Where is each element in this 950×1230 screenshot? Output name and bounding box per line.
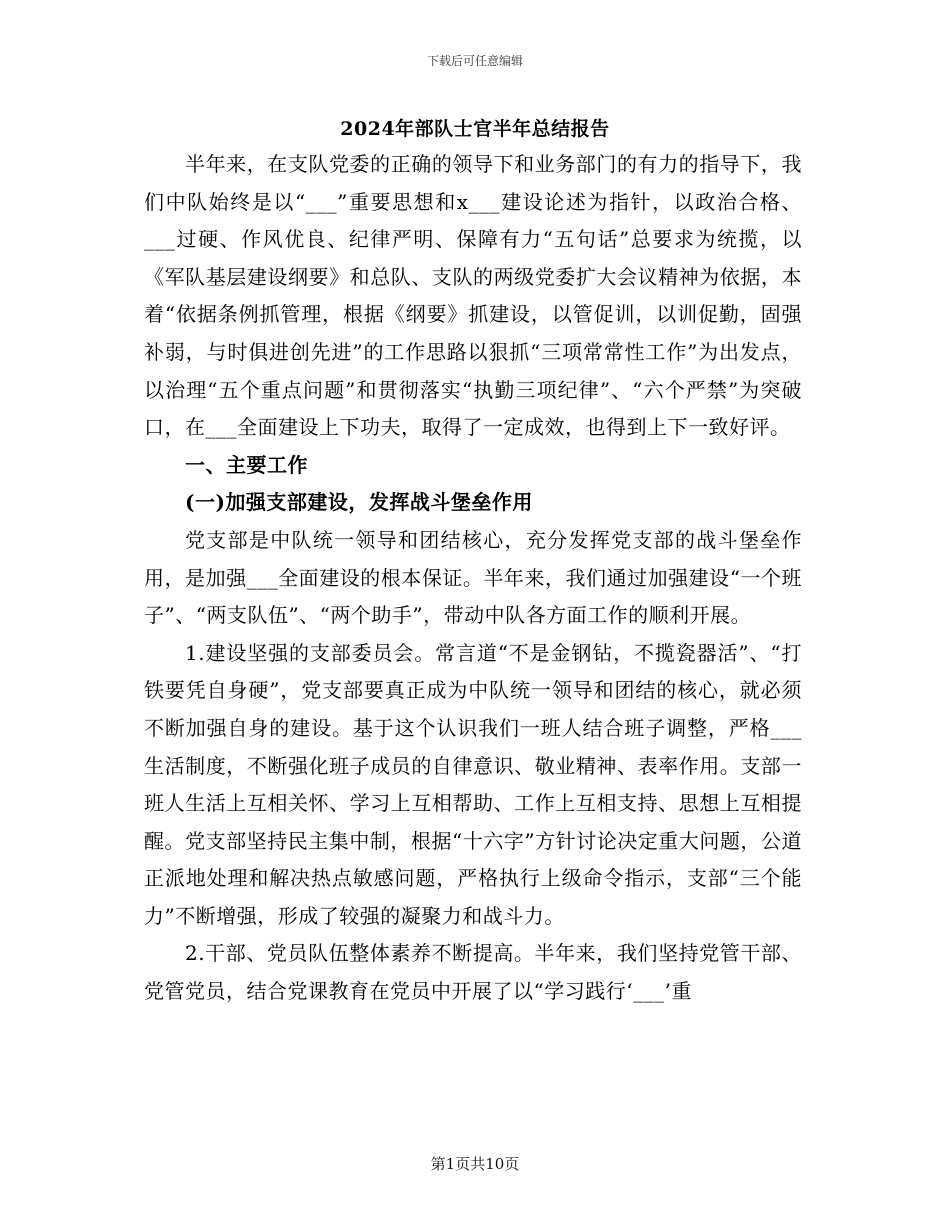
paragraph-item-2: 2.干部、党员队伍整体素养不断提高。半年来，我们坚持党管干部、党管党员，结合党课教育在党员中开展了以“学习践行‘___’重 [144, 941, 802, 1004]
intro-paragraph: 半年来，在支队党委的正确的领导下和业务部门的有力的指导下，我们中队始终是以“___”重要思想和x___建设论述为指针，以政治合格、___过硬、作风优良、纪律严明、保障有力“五句话”总要求为统揽，以《军队基层建设纲要》和总队、支队的两级党委扩大会议精神为依据，本着“依据条例抓管理，根据《纲要》抓建设，以管促训，以训促勤，固强补弱，与时俱进创先进”的工作思路以狠抓“三项常常性工作”为出发点，以治理“五个重点问题”和贯彻落实“执勤三项纪律”、“六个严禁”为突破口，在___全面建设上下功夫，取得了一定成效，也得到上下一致好评。 [144, 152, 802, 440]
page-number: 第1页共10页 [430, 1155, 520, 1173]
paragraph-party-branch: 党支部是中队统一领导和团结核心，充分发挥党支部的战斗堡垒作用，是加强___全面建设的根本保证。半年来，我们通过加强建设“一个班子”、“两支队伍”、“两个助手”，带动中队各方面工作的顺利开展。 [144, 527, 802, 628]
paragraph-item-1: 1.建设坚强的支部委员会。常言道“不是金钢钻，不揽瓷器活”、“打铁要凭自身硬”，党支部要真正成为中队统一领导和团结的核心，就必须不断加强自身的建设。基于这个认识我们一班人结合班子调整，严格___生活制度，不断强化班子成员的自律意识、敬业精神、表率作用。支部一班人生活上互相关怀、学习上互相帮助、工作上互相支持、思想上互相提醒。党支部坚持民主集中制，根据“十六字”方针讨论决定重大问题，公道正派地处理和解决热点敏感问题，严格执行上级命令指示，支部“三个能力”不断增强，形成了较强的凝聚力和战斗力。 [144, 640, 802, 928]
document-body [144, 146, 802, 1011]
document-title: 2024年部队士官半年总结报告 [340, 118, 610, 140]
section-heading-main-work: 一、主要工作 [185, 452, 308, 477]
subsection-heading-party-branch: (一)加强支部建设，发挥战斗堡垒作用 [185, 490, 533, 515]
header-note: 下载后可任意编辑 [426, 54, 523, 68]
